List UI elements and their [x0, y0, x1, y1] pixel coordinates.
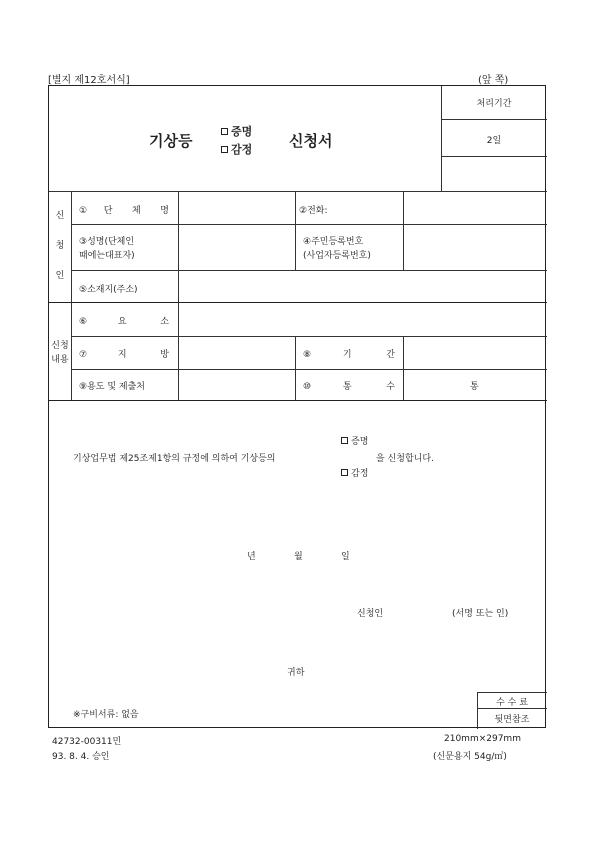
statement-option-appraisal[interactable]: 감정	[341, 466, 368, 479]
address-field[interactable]	[180, 272, 544, 300]
purpose-label: ⑨용도 및 제출처	[79, 382, 145, 392]
phone-label: ②전화:	[299, 206, 328, 216]
checkbox-icon	[221, 146, 228, 153]
form-title-suffix: 신청서	[289, 132, 333, 150]
region-field[interactable]	[180, 338, 292, 367]
name-field[interactable]	[180, 226, 292, 268]
form-code: 42732-00311민	[52, 737, 122, 747]
org-name-label: ①단 체 명	[79, 206, 169, 216]
processing-period-label: 처리기간	[476, 99, 512, 109]
request-section-line2: 내용	[51, 355, 69, 365]
page-side-label: (앞 쪽)	[478, 75, 509, 86]
period-label: ⑧기 간	[303, 350, 395, 360]
period-field[interactable]	[405, 338, 544, 367]
request-section-line1: 신청	[51, 341, 69, 351]
date-day-label: 일	[341, 552, 350, 562]
copies-unit: 통	[470, 382, 479, 392]
fee-note: 뒷면참조	[494, 715, 530, 725]
required-documents-note: ※구비서류: 없음	[73, 710, 139, 720]
name-label-line2: 때에는대표자)	[79, 251, 135, 261]
resident-number-field[interactable]	[405, 226, 544, 268]
resident-number-label-line1: ④주민등록번호	[303, 237, 364, 247]
title-option-certificate[interactable]: 증명	[221, 123, 252, 139]
applicant-section-char: 인	[55, 271, 65, 281]
org-name-field[interactable]	[180, 193, 292, 222]
signature-note: (서명 또는 인)	[452, 609, 509, 619]
application-form	[48, 85, 546, 728]
date-year-label: 년	[247, 552, 256, 562]
elements-field[interactable]	[180, 304, 544, 334]
purpose-field[interactable]	[180, 371, 292, 398]
form-number: [별지 제12호서식]	[48, 75, 130, 86]
elements-label: ⑥요 소	[79, 317, 169, 327]
applicant-section-char: 신	[55, 211, 65, 221]
recipient-label: 귀하	[287, 668, 305, 678]
checkbox-icon	[341, 469, 348, 476]
applicant-signature-label: 신청인	[357, 609, 384, 619]
paper-type: (신문용지 54g/㎡)	[433, 752, 507, 762]
address-label: ⑤소재지(주소)	[79, 285, 138, 295]
checkbox-icon	[221, 128, 228, 135]
fee-label: 수 수 료	[496, 698, 528, 708]
copies-label: ⑩통 수	[303, 382, 395, 392]
statement-text-after: 을 신청합니다.	[376, 454, 434, 464]
paper-size: 210mm×297mm	[444, 734, 521, 744]
processing-period-value: 2일	[486, 136, 502, 146]
name-label-line1: ③성명(단체인	[79, 237, 135, 247]
title-option-appraisal[interactable]: 감정	[221, 141, 252, 157]
checkbox-icon	[341, 437, 348, 444]
applicant-section-char: 청	[55, 241, 65, 251]
resident-number-label-line2: (사업자등록번호)	[303, 251, 371, 261]
phone-field[interactable]	[339, 193, 544, 222]
statement-text: 기상업무법 제25조제1항의 규정에 의하여 기상등의	[73, 454, 276, 464]
date-month-label: 월	[294, 552, 303, 562]
region-label: ⑦지 방	[79, 350, 169, 360]
form-title-main: 기상등	[149, 132, 193, 150]
statement-option-certificate[interactable]: 증명	[341, 434, 368, 447]
approval-date: 93. 8. 4. 승인	[52, 752, 110, 762]
copies-field[interactable]	[405, 371, 515, 398]
